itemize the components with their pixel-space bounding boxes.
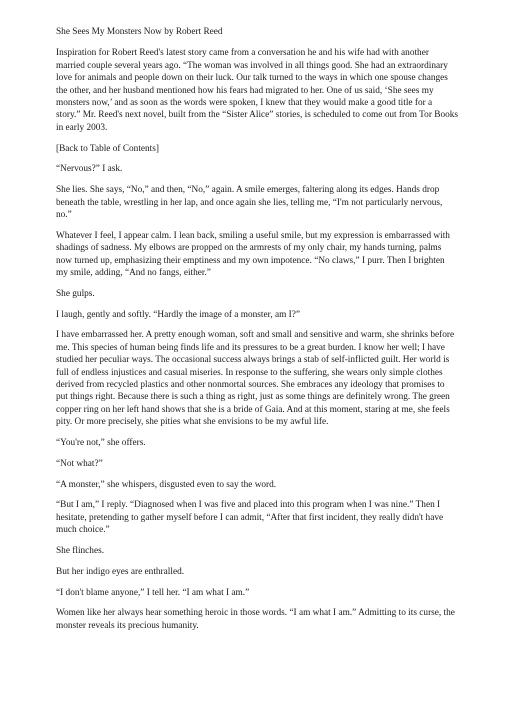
- story-title: She Sees My Monsters Now by Robert Reed: [56, 27, 223, 37]
- story-paragraph: “I don't blame anyone,” I tell her. “I am what I am.”: [56, 587, 250, 598]
- story-paragraph: “Not what?”: [56, 458, 103, 469]
- document-page: [56, 26, 458, 641]
- intro-paragraph: Inspiration for Robert Reed's latest story came from a conversation he and his wife had with another married couple several years ago. “The woman was involved in all things good. She had an extraordinary love for animals and people down on their luck. Our talk turned to the ways in which one spouse changes the other, and her husband mentioned how his fears had migrated to her. One of us said, ‘She sees my monsters now,’ and as soon as the words were spoken, I knew that they would make a good title for a story.” Mr. Reed's next novel, built from the “Sister Alice” stories, is scheduled to come out from Tor Books in early 2003.: [56, 48, 459, 133]
- story-paragraph: She lies. She says, “No,” and then, “No,” again. A smile emerges, faltering along its edges. Hands drop beneath the table, wrestling in her lap, and once again she lies, telling me, “I'm not particularly nervous, no.”: [56, 185, 443, 221]
- back-to-toc-link[interactable]: [Back to Table of Contents]: [56, 143, 159, 154]
- story-paragraph: Women like her always hear something heroic in those words. “I am what I am.” Admitting to its curse, the monster reveals its precious humanity.: [56, 608, 455, 631]
- story-paragraph: She gulps.: [56, 288, 95, 299]
- story-paragraph: “A monster,” she whispers, disgusted even to say the word.: [56, 479, 277, 490]
- story-paragraph: She flinches.: [56, 546, 105, 557]
- story-paragraph: I laugh, gently and softly. “Hardly the image of a monster, am I?”: [56, 309, 301, 320]
- back-to-toc-link-line: [56, 143, 458, 155]
- story-paragraph: “You're not,” she offers.: [56, 438, 146, 449]
- story-paragraph: Whatever I feel, I appear calm. I lean back, smiling a useful smile, but my expression is embarrassed with shadings of sadness. My elbows are propped on the armrests of my only chair, my hands turning, palms now turned up, emphasizing their emptiness and my own impotence. “No claws,” I purr. Then I brighten my smile, adding, “And no fangs, either.”: [56, 230, 450, 279]
- story-paragraph: But her indigo eyes are enthralled.: [56, 566, 185, 577]
- story-paragraph: “But I am,” I reply. “Diagnosed when I was five and placed into this program when I was nine.” Then I hesitate, pretending to gather myself before I can admit, “After that first incident, they really didn't have much choice.”: [56, 500, 444, 536]
- story-paragraph: “Nervous?” I ask.: [56, 164, 123, 175]
- story-paragraph: I have embarrassed her. A pretty enough woman, soft and small and sensitive and warm, she shrinks before me. This species of human being finds life and its pressures to be a great burden. I know her well; I have studied her peculiar ways. The occasional success always brings a stab of self-inflicted guilt. Her world is full of endless injustices and casual miseries. In response to the suffering, she wears only simple clothes derived from recycled plastics and other nonmortal sources. She embraces any ideology that promises to put things right. Because there is such a thing as right, just as some things are definitely wrong. The green copper ring on her left hand shows that she is a bride of Gaia. And at this moment, staring at me, she feels pity. Or more precisely, she pities what she envisions to be my awful life.: [56, 330, 455, 428]
